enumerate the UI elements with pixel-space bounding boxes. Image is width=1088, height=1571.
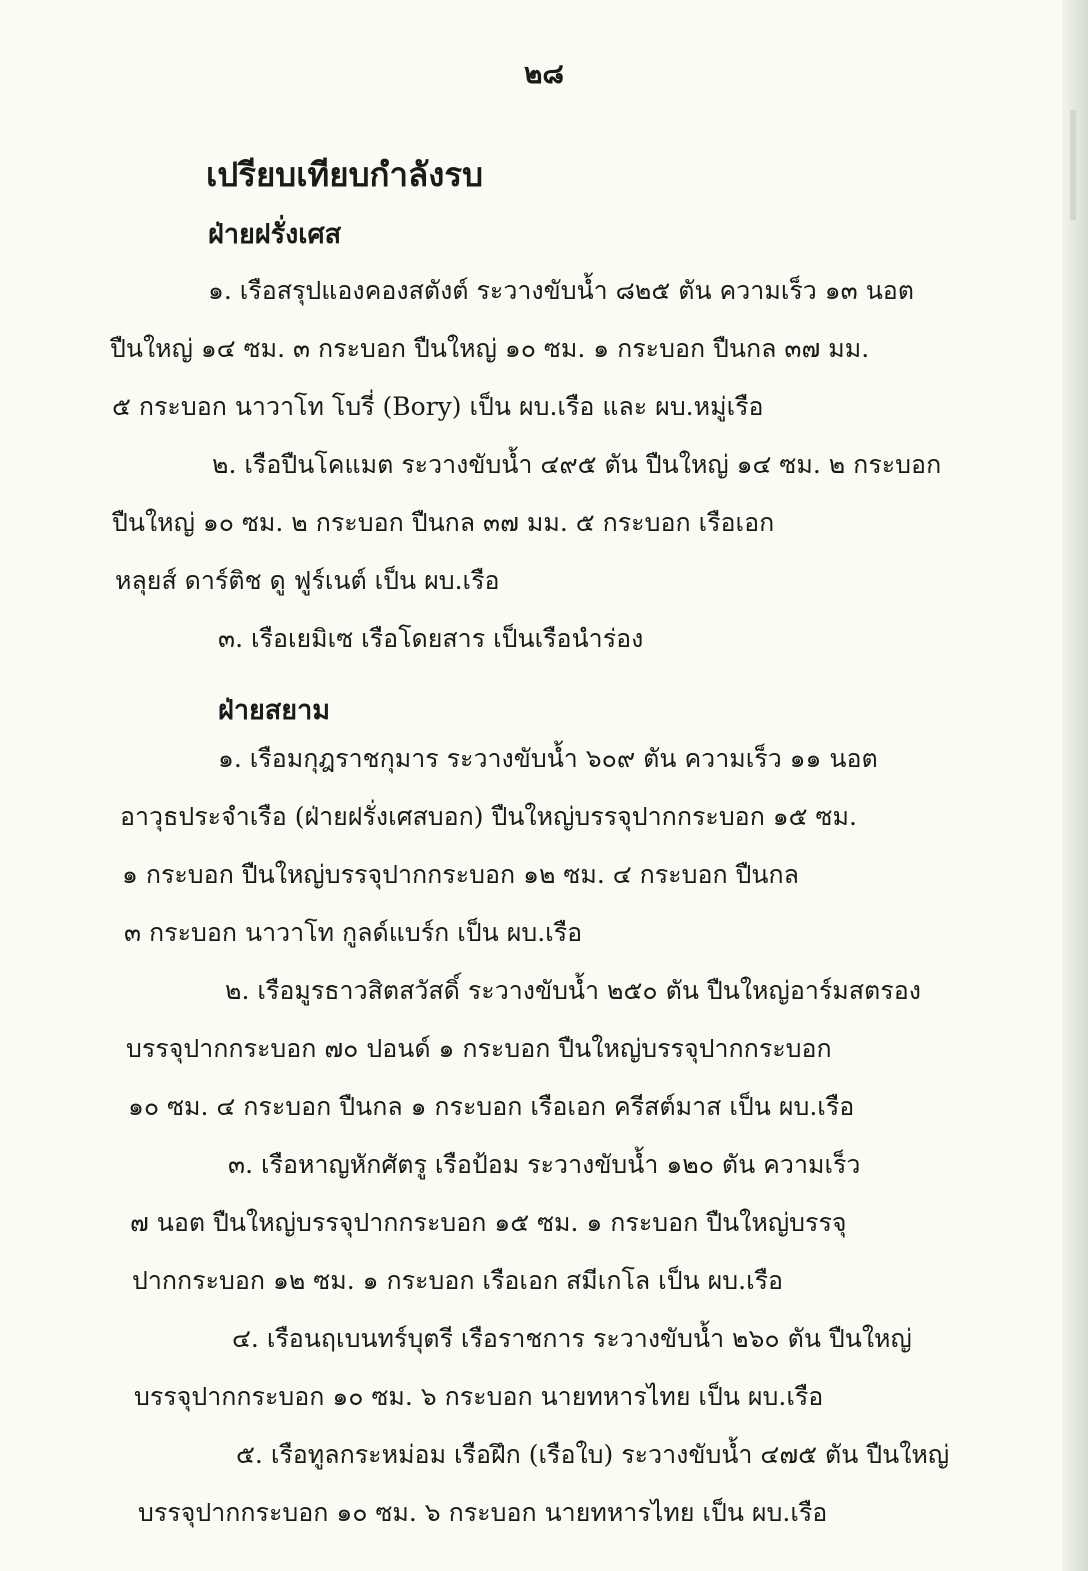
text-line: อาวุธประจำเรือ (ฝ่ายฝรั่งเศสบอก) ปืนใหญ่บรรจุปากกระบอก ๑๕ ซม. <box>120 802 857 831</box>
text-line: ๓. เรือเยมิเซ เรือโดยสาร เป็นเรือนำร่อง <box>218 624 644 653</box>
text-line: ๒. เรือมูรธาวสิตสวัสดิ์ ระวางขับน้ำ ๒๕๐ ตัน ปืนใหญ่อาร์มสตรอง <box>225 976 921 1005</box>
page-spine-edge <box>1062 0 1088 1571</box>
text-line: บรรจุปากกระบอก ๑๐ ซม. ๖ กระบอก นายทหารไทย เป็น ผบ.เรือ <box>138 1498 828 1527</box>
text-line: ๔. เรือนฤเบนทร์บุตรี เรือราชการ ระวางขับน้ำ ๒๖๐ ตัน ปืนใหญ่ <box>232 1324 912 1353</box>
page-title: เปรียบเทียบกำลังรบ <box>206 155 484 194</box>
text-line: ๕. เรือทูลกระหม่อม เรือฝึก (เรือใบ) ระวางขับน้ำ ๔๗๕ ตัน ปืนใหญ่ <box>236 1440 950 1469</box>
text-line: ๑๐ ซม. ๔ กระบอก ปืนกล ๑ กระบอก เรือเอก ครีสต์มาส เป็น ผบ.เรือ <box>128 1092 855 1121</box>
text-line: ปากกระบอก ๑๒ ซม. ๑ กระบอก เรือเอก สมีเกโล เป็น ผบ.เรือ <box>132 1266 784 1295</box>
text-line: ๑. เรือสรุปแองคองสตังต์ ระวางขับน้ำ ๘๒๕ ตัน ความเร็ว ๑๓ นอต <box>208 276 915 305</box>
text-line: ๒. เรือปืนโคแมต ระวางขับน้ำ ๔๙๕ ตัน ปืนใหญ่ ๑๔ ซม. ๒ กระบอก <box>212 450 942 479</box>
text-line: ๕ กระบอก นาวาโท โบรี่ (Bory) เป็น ผบ.เรือ และ ผบ.หมู่เรือ <box>112 392 764 421</box>
text-line: บรรจุปากกระบอก ๑๐ ซม. ๖ กระบอก นายทหารไทย เป็น ผบ.เรือ <box>134 1382 824 1411</box>
text-line: ๗ นอต ปืนใหญ่บรรจุปากกระบอก ๑๕ ซม. ๑ กระบอก ปืนใหญ่บรรจุ <box>130 1208 847 1237</box>
section-heading-siam: ฝ่ายสยาม <box>218 695 331 726</box>
text-line: ปืนใหญ่ ๑๐ ซม. ๒ กระบอก ปืนกล ๓๗ มม. ๕ กระบอก เรือเอก <box>112 508 775 537</box>
text-line: ๓ กระบอก นาวาโท กูลด์แบร์ก เป็น ผบ.เรือ <box>124 918 583 947</box>
text-line: ปืนใหญ่ ๑๔ ซม. ๓ กระบอก ปืนใหญ่ ๑๐ ซม. ๑ กระบอก ปืนกล ๓๗ มม. <box>110 334 870 363</box>
text-line: บรรจุปากกระบอก ๗๐ ปอนด์ ๑ กระบอก ปืนใหญ่บรรจุปากกระบอก <box>126 1034 832 1063</box>
text-line: หลุยส์ ดาร์ติช ดู ฟูร์เนต์ เป็น ผบ.เรือ <box>115 566 500 595</box>
text-line: ๑ กระบอก ปืนใหญ่บรรจุปากกระบอก ๑๒ ซม. ๔ กระบอก ปืนกล <box>122 860 799 889</box>
page-number: ๒๘ <box>523 57 565 90</box>
text-line: ๓. เรือหาญหักศัตรู เรือป้อม ระวางขับน้ำ ๑๒๐ ตัน ความเร็ว <box>228 1150 861 1179</box>
section-heading-french: ฝ่ายฝรั่งเศส <box>208 219 342 250</box>
text-line: ๑. เรือมกุฎราชกุมาร ระวางขับน้ำ ๖๐๙ ตัน ความเร็ว ๑๑ นอต <box>218 744 878 773</box>
